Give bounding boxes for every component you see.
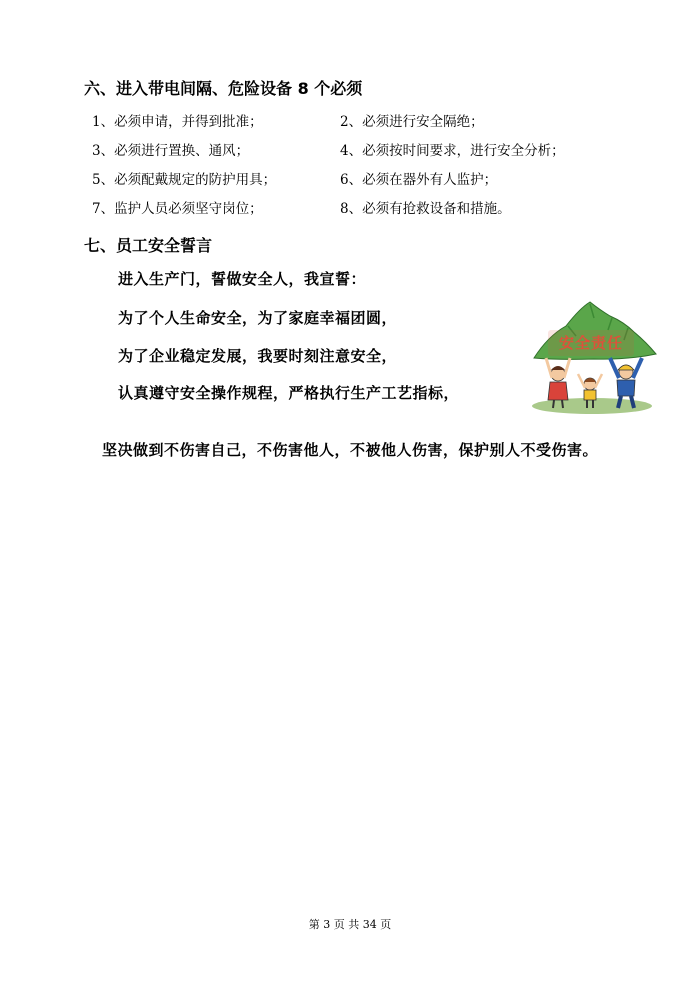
section-heading-seven: 七、员工安全誓言 bbox=[84, 236, 213, 255]
page-footer: 第 3 页 共 34 页 bbox=[308, 918, 392, 931]
requirement-item: 2、必须进行安全隔绝； bbox=[340, 114, 484, 130]
requirement-item: 3、必须进行置换、通风； bbox=[92, 143, 250, 159]
oath-line: 进入生产门，誓做安全人，我宣誓： bbox=[118, 270, 367, 288]
hard-hat-icon bbox=[618, 365, 634, 370]
requirement-item: 5、必须配戴规定的防护用具； bbox=[92, 172, 277, 188]
requirements-row bbox=[92, 141, 612, 170]
requirements-row bbox=[92, 199, 612, 228]
requirement-item: 4、必须按时间要求，进行安全分析； bbox=[340, 143, 565, 159]
requirement-item: 6、必须在器外有人监护； bbox=[340, 172, 498, 188]
section-heading-six: 六、进入带电间隔、危险设备 8 个必须 bbox=[84, 79, 363, 98]
oath-final-line: 坚决做到不伤害自己，不伤害他人，不被他人伤害，保护别人不受伤害。 bbox=[102, 441, 599, 459]
requirements-row bbox=[92, 112, 612, 141]
requirements-row bbox=[92, 170, 612, 199]
oath-line: 认真遵守安全操作规程，严格执行生产工艺指标， bbox=[118, 384, 460, 402]
safety-illustration-graphic bbox=[528, 296, 662, 416]
child-arm-left bbox=[578, 374, 585, 388]
child-hair bbox=[584, 378, 596, 382]
requirement-item: 1、必须申请，并得到批准； bbox=[92, 114, 263, 130]
safety-responsibility-illustration bbox=[528, 296, 662, 416]
worker-arm-right bbox=[633, 358, 642, 378]
safety-responsibility-sign: 安全责任 bbox=[558, 334, 623, 352]
oath-line: 为了个人生命安全，为了家庭幸福团圆， bbox=[118, 309, 398, 327]
woman-arm-right bbox=[564, 358, 570, 378]
oath-line: 为了企业稳定发展，我要时刻注意安全， bbox=[118, 347, 398, 365]
woman-arm-left bbox=[546, 358, 552, 378]
woman-hair bbox=[551, 366, 565, 370]
woman-dress bbox=[548, 382, 568, 400]
requirements-list bbox=[92, 112, 612, 228]
child-arm-right bbox=[595, 374, 602, 388]
worker-body bbox=[617, 380, 635, 396]
requirement-item: 7、监护人员必须坚守岗位； bbox=[92, 201, 263, 217]
worker-arm-left bbox=[610, 358, 619, 378]
requirement-item: 8、必须有抢救设备和措施。 bbox=[340, 201, 511, 217]
woman-leg bbox=[562, 400, 563, 408]
child-shirt bbox=[584, 390, 596, 400]
woman-leg bbox=[553, 400, 554, 408]
